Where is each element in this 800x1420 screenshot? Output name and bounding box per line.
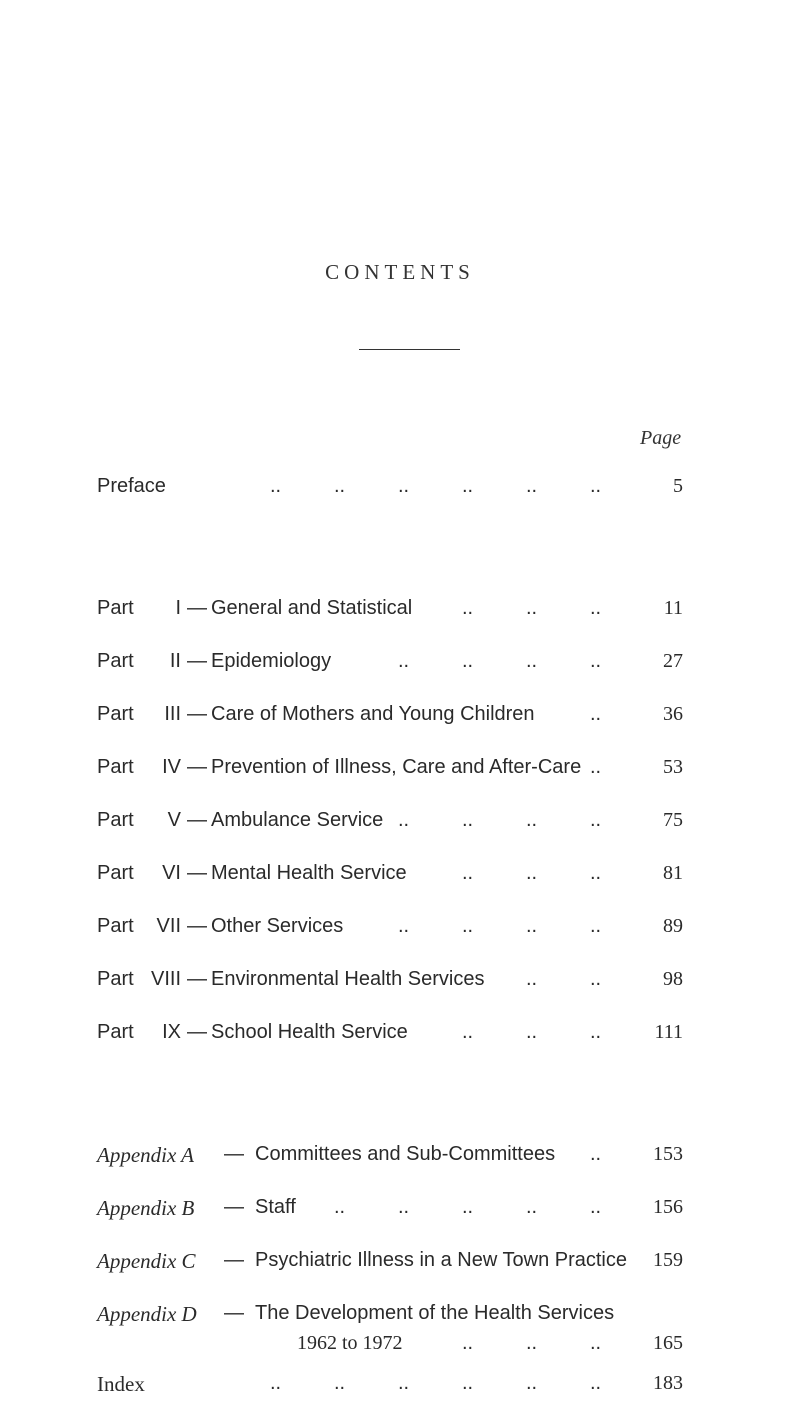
separator-dash: — <box>187 756 207 778</box>
toc-entry-part-7[interactable] <box>97 915 683 945</box>
separator-dash: — <box>224 1302 244 1324</box>
page-number: 156 <box>653 1196 683 1218</box>
appendix-title: Staff <box>255 1196 296 1218</box>
part-word: Part <box>97 1021 134 1043</box>
leader-dots: .. <box>526 475 538 497</box>
page-number: 111 <box>654 1021 683 1043</box>
leader-dots: .. <box>398 1372 410 1394</box>
appendix-title-line2: 1962 to 1972 <box>297 1332 403 1354</box>
leader-dots: .. <box>590 703 602 725</box>
leader-dots: .. <box>526 862 538 884</box>
part-title: Care of Mothers and Young Children <box>211 703 535 725</box>
part-word: Part <box>97 703 134 725</box>
appendix-label: Appendix B <box>97 1196 195 1220</box>
entry-label: Preface <box>97 475 166 497</box>
leader-dots: .. <box>526 597 538 619</box>
separator-dash: — <box>187 968 207 990</box>
leader-dots: .. <box>334 1196 346 1218</box>
leader-dots: .. <box>270 475 282 497</box>
part-number: VII <box>156 915 181 937</box>
leader-dots: .. <box>590 1372 602 1394</box>
part-title: Ambulance Service <box>211 809 384 831</box>
leader-dots: .. <box>334 1372 346 1394</box>
leader-dots: .. <box>590 650 602 672</box>
appendix-label: Appendix D <box>97 1302 197 1326</box>
leader-dots: .. <box>462 1021 474 1043</box>
leader-dots: .. <box>462 475 474 497</box>
appendix-title: The Development of the Health Services <box>255 1302 615 1324</box>
part-word: Part <box>97 597 134 619</box>
separator-dash: — <box>224 1249 244 1271</box>
leader-dots: .. <box>270 1372 282 1394</box>
toc-entry-appendix-b[interactable] <box>97 1196 683 1226</box>
part-number: VIII <box>150 968 181 990</box>
separator-dash: — <box>224 1143 244 1165</box>
leader-dots: .. <box>398 1196 410 1218</box>
part-title: Epidemiology <box>211 650 332 672</box>
part-word: Part <box>97 968 134 990</box>
part-number: VI <box>162 862 181 884</box>
separator-dash: — <box>187 809 207 831</box>
part-number: IV <box>162 756 181 778</box>
toc-entry-index[interactable] <box>97 1372 683 1402</box>
leader-dots: .. <box>526 1021 538 1043</box>
toc-entry-part-2[interactable] <box>97 650 683 680</box>
leader-dots: .. <box>462 1196 474 1218</box>
part-number: II <box>169 650 181 672</box>
page-column-header: Page <box>640 427 682 449</box>
toc-entry-appendix-d[interactable] <box>97 1302 683 1354</box>
leader-dots: .. <box>590 1196 602 1218</box>
part-number: III <box>164 703 181 725</box>
separator-dash: — <box>187 915 207 937</box>
toc-entry-part-8[interactable] <box>97 968 683 998</box>
separator-dash: — <box>187 1021 207 1043</box>
leader-dots: .. <box>590 756 602 778</box>
appendix-label: Appendix A <box>97 1143 195 1167</box>
toc-entry-preface[interactable] <box>97 475 683 505</box>
part-number: IX <box>162 1021 181 1043</box>
leader-dots: .. <box>398 915 410 937</box>
leader-dots: .. <box>462 650 474 672</box>
title-rule <box>359 349 460 350</box>
page-number: 53 <box>663 756 683 778</box>
page-title: CONTENTS <box>325 260 475 284</box>
part-title: General and Statistical <box>211 597 413 619</box>
leader-dots: .. <box>526 1196 538 1218</box>
part-word: Part <box>97 862 134 884</box>
part-number: I <box>175 597 181 619</box>
toc-entry-part-4[interactable] <box>97 756 683 786</box>
part-title: Other Services <box>211 915 344 937</box>
part-number: V <box>167 809 181 831</box>
leader-dots: .. <box>590 862 602 884</box>
page-number: 11 <box>663 597 683 619</box>
leader-dots: .. <box>462 597 474 619</box>
leader-dots: .. <box>590 597 602 619</box>
page-number: 153 <box>653 1143 683 1165</box>
leader-dots: .. <box>398 475 410 497</box>
part-word: Part <box>97 650 134 672</box>
appendix-title: Psychiatric Illness in a New Town Practice <box>255 1249 627 1271</box>
page-number: 165 <box>653 1332 683 1354</box>
toc-entry-part-3[interactable] <box>97 703 683 733</box>
leader-dots: .. <box>590 1143 602 1165</box>
leader-dots: .. <box>526 968 538 990</box>
page-number: 5 <box>673 475 683 497</box>
page-number: 183 <box>653 1372 683 1394</box>
part-title: School Health Service <box>211 1021 408 1043</box>
separator-dash: — <box>187 703 207 725</box>
page-number: 159 <box>653 1249 683 1271</box>
leader-dots: .. <box>590 1021 602 1043</box>
appendix-label: Appendix C <box>97 1249 196 1273</box>
part-title: Mental Health Service <box>211 862 407 884</box>
page-number: 75 <box>663 809 683 831</box>
leader-dots: .. <box>334 475 346 497</box>
leader-dots: .. <box>590 809 602 831</box>
leader-dots: .. <box>462 915 474 937</box>
leader-dots: .. <box>398 650 410 672</box>
leader-dots: .. <box>462 862 474 884</box>
page-number: 81 <box>663 862 683 884</box>
toc-entry-appendix-a[interactable] <box>97 1143 683 1173</box>
toc-entry-part-5[interactable] <box>97 809 683 839</box>
leader-dots: .. <box>526 1332 538 1354</box>
separator-dash: — <box>224 1196 244 1218</box>
leader-dots: .. <box>526 650 538 672</box>
leader-dots: .. <box>462 809 474 831</box>
leader-dots: .. <box>526 1372 538 1394</box>
part-title: Environmental Health Services <box>211 968 485 990</box>
leader-dots: .. <box>526 915 538 937</box>
page-number: 98 <box>663 968 683 990</box>
leader-dots: .. <box>462 1372 474 1394</box>
page-number: 89 <box>663 915 683 937</box>
toc-entry-part-9[interactable] <box>97 1021 683 1051</box>
separator-dash: — <box>187 650 207 672</box>
leader-dots: .. <box>398 809 410 831</box>
page-number: 27 <box>663 650 683 672</box>
toc-entry-part-1[interactable] <box>97 597 683 627</box>
separator-dash: — <box>187 597 207 619</box>
leader-dots: .. <box>590 968 602 990</box>
page-number: 36 <box>663 703 683 725</box>
entry-label: Index <box>97 1372 145 1396</box>
part-word: Part <box>97 915 134 937</box>
leader-dots: .. <box>590 1332 602 1354</box>
leader-dots: .. <box>526 809 538 831</box>
part-word: Part <box>97 809 134 831</box>
leader-dots: .. <box>590 915 602 937</box>
separator-dash: — <box>187 862 207 884</box>
toc-entry-appendix-c[interactable] <box>97 1249 683 1279</box>
leader-dots: .. <box>462 1332 474 1354</box>
part-title: Prevention of Illness, Care and After-Care <box>211 756 582 778</box>
appendix-title: Committees and Sub-Committees <box>255 1143 556 1165</box>
toc-entry-part-6[interactable] <box>97 862 683 892</box>
part-word: Part <box>97 756 134 778</box>
leader-dots: .. <box>590 475 602 497</box>
